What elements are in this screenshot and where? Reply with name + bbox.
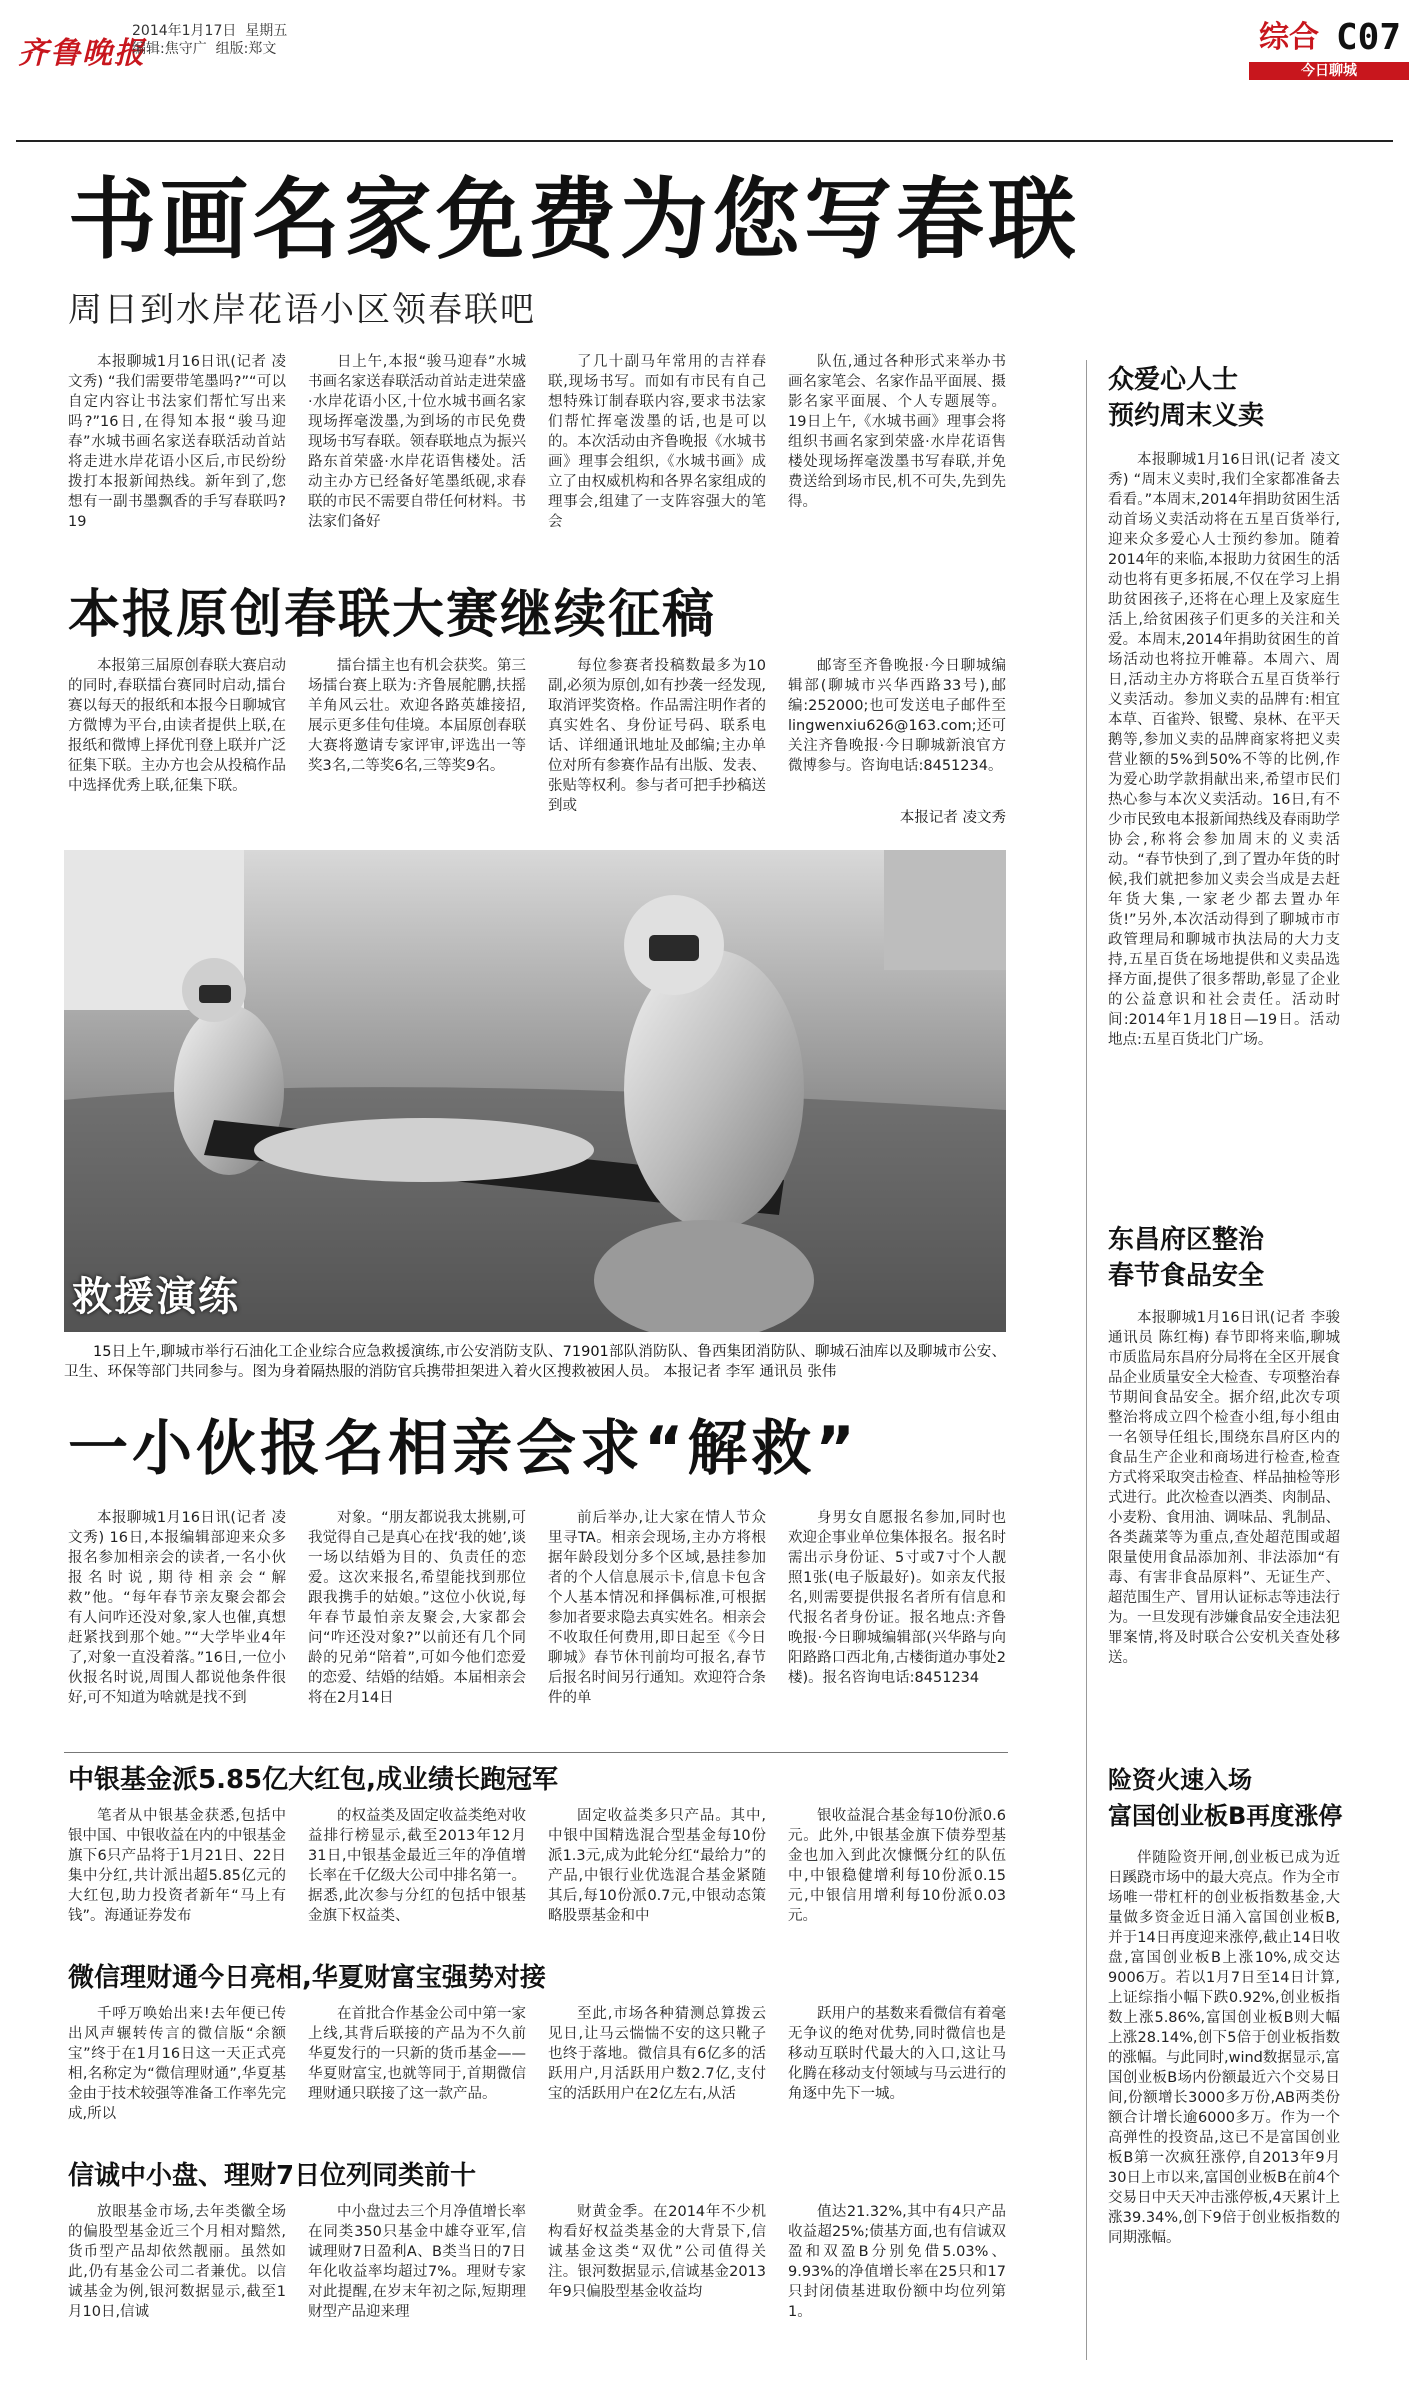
photo-illustration bbox=[64, 850, 1006, 1332]
section-name: 综合 bbox=[1259, 20, 1319, 55]
finance-rule bbox=[64, 1752, 1008, 1753]
lead-headline: 书画名家免费为您写春联 bbox=[68, 168, 1081, 271]
contest-byline: 本报记者 凌文秀 bbox=[899, 810, 1006, 826]
finance2-column-4: 跃用户的基数来看微信有着毫无争议的绝对优势,同时微信也是移动互联时代最大的入口,这让马化腾在移动支付领域与马云进行的角逐中先下一城。 bbox=[788, 2006, 1006, 2102]
finance3-column-3: 财黄金季。在2014年不少机构看好权益类基金的大背景下,信诚基金这类“双优”公司值得关注。银河数据显示,信诚基金2013年9只偏股型基金收益均 bbox=[548, 2204, 766, 2300]
finance1-column-2: 的权益类及固定收益类绝对收益排行榜显示,截至2013年12月31日,中银基金最近三年的净值增长率在千亿级大公司中排名第一。据悉,此次参与分红的包括中银基金旗下权益类、 bbox=[308, 1808, 526, 1924]
issue-weekday: 星期五 bbox=[245, 23, 288, 39]
lead-column-2: 日上午,本报“骏马迎春”水城书画名家送春联活动首站走进荣盛·水岸花语小区,十位水城书画名家现场挥毫泼墨,为到场的市民免费现场书写春联。领春联地点为振兴路东首荣盛·水岸花语售楼处。活动主办方已经备好笔墨纸砚,求春联的市民不需要自带任何材料。书法家们备好 bbox=[308, 354, 526, 530]
contest-column-3: 每位参赛者投稿数最多为10副,必须为原创,如有抄袭一经发现,取消评奖资格。作品需注明作者的真实姓名、身份证号码、联系电话、详细通讯地址及邮编;主办单位对所有参赛作品有出版、发表、张贴等权利。参与者可把手抄稿送到或 bbox=[548, 658, 766, 814]
layout-credit: 组版:郑文 bbox=[215, 41, 277, 57]
editor-credit: 编辑:焦守广 bbox=[132, 41, 207, 57]
finance2-column-2: 在首批合作基金公司中第一家上线,其背后联接的产品为不久前华夏发行的一只新的货币基金——华夏财富宝,也就等同于,首期微信理财通只联接了这一款产品。 bbox=[308, 2006, 526, 2102]
contest-headline: 本报原创春联大赛继续征稿 bbox=[68, 585, 717, 645]
dating-column-2: 对象。“朋友都说我太挑剔,可我觉得自己是真心在找‘我的她’,谈一场以结婚为目的、负责任的恋爱。这次来报名,希望能找到那位跟我携手的姑娘。”这位小伙说,每年春节最怕亲友聚会,大家都会问“咋还没对象?”以前还有几个同龄的兄弟“陪着”,可如今他们恋爱的恋爱、结婚的结婚。本届相亲会将在2月14日 bbox=[308, 1510, 526, 1706]
finance1-column-1: 笔者从中银基金获悉,包括中银中国、中银收益在内的中银基金旗下6只产品将于1月21日、22日集中分红,共计派出超5.85亿元的大红包,助力投资者新年“马上有钱”。海通证券发布 bbox=[68, 1808, 286, 1924]
lead-column-1: 本报聊城1月16日讯(记者 凌文秀) “我们需要带笔墨吗?”“可以自定内容让书法家们帮忙写出来吗?”16日,在得知本报“骏马迎春”水城书画名家送春联活动首站将走进水岸花语小区后,市民纷纷拨打本报新闻热线。新年到了,您想有一副书墨飘香的手写春联吗?19 bbox=[68, 354, 286, 530]
contest-column-2: 擂台擂主也有机会获奖。第三场擂台赛上联为:齐鲁展舵鹏,扶摇羊角风云壮。欢迎各路英雄接招,展示更多佳句佳境。本届原创春联大赛将邀请专家评审,评选出一等奖3名,二等奖6名,三等奖9名。 bbox=[308, 658, 526, 774]
side1-text: 本报聊城1月16日讯(记者 凌文秀) “周末义卖时,我们全家都准备去看看。”本周末,2014年捐助贫困生活动首场义卖活动将在五星百货举行,迎来众多爱心人士预约参加。随着2014年的来临,本报助力贫困生的活动也将有更多拓展,不仅在学习上捐助贫困孩子,还将在心理上及家庭生活上,给贫困孩子们更多的关注和关爱。本周末,2014年捐助贫困生的首场活动也将拉开帷幕。本周六、周日,活动主办方将联合五星百货举行义卖活动。参加义卖的品牌有:相宜本草、百雀羚、银鹭、泉林、在平天鹅等,参加义卖的品牌商家将把义卖营业额的5%到50%不等的比例,作为爱心助学款捐献出来,希望市民们热心参与本次义卖活动。16日,有不少市民致电本报新闻热线及春雨助学协会,称将会参加周末的义卖活动。“春节快到了,到了置办年货的时候,我们就把参加义卖会当成是去赶年货大集,一家老少都去置办年货!”另外,本次活动得到了聊城市市政管理局和聊城市执法局的大力支持,五星百货在场地提供和义卖品选择方面,提供了很多帮助,彰显了企业的公益意识和社会责任。活动时间:2014年1月18日—19日。活动地点:五星百货北门广场。 bbox=[1108, 452, 1340, 1048]
photo-caption: 15日上午,聊城市举行石油化工企业综合应急救援演练,市公安消防支队、71901部队消防队、鲁西集团消防队、聊城石油库以及聊城市公安、卫生、环保等部门共同参与。图为身着隔热服的消防官兵携带担架进入着火区搜救被困人员。 本报记者 李军 通讯员 张伟 bbox=[64, 1344, 1006, 1380]
rescue-drill-photo bbox=[64, 850, 1006, 1332]
side2-text: 本报聊城1月16日讯(记者 李骏 通讯员 陈红梅) 春节即将来临,聊城市质监局东昌府分局将在全区开展食品企业质量安全大检查、专项整治春节期间食品安全。据介绍,此次专项整治将成立四个检查小组,每小组由一名领导任组长,围绕东昌府区内的食品生产企业和商场进行检查,检查方式将采取突击检查、样品抽检等形式进行。此次检查以酒类、肉制品、小麦粉、食用油、调味品、乳制品、各类蔬菜等为重点,查处超范围或超限量使用食品添加剂、非法添加“有毒、有害非食品原料”、无证生产、超范围生产、冒用认证标志等违法行为。一旦发现有涉嫌食品安全违法犯罪案情,将及时联合公安机关查处移送。 bbox=[1108, 1310, 1340, 1666]
masthead-meta bbox=[132, 22, 287, 58]
finance1-headline: 中银基金派5.85亿大红包,成业绩长跑冠军 bbox=[68, 1765, 559, 1795]
newspaper-logo: 齐鲁晚报 bbox=[18, 36, 146, 71]
finance3-column-4: 值达21.32%,其中有4只产品收益超25%;债基方面,也有信诚双盈和双盈B分别免借5.03%、9.93%的净值增长率在25只和17只封闭债基进取份额中均位列第1。 bbox=[788, 2204, 1006, 2320]
section-header bbox=[1249, 18, 1409, 78]
finance1-column-4: 银收益混合基金每10份派0.6元。此外,中银基金旗下债券型基金也加入到此次慷慨分红的队伍中,中银稳健增利每10份派0.15元,中银信用增利每10份派0.03元。 bbox=[788, 1808, 1006, 1924]
finance1-column-3: 固定收益类多只产品。其中,中银中国精选混合型基金每10份派1.3元,成为此轮分红“最给力”的产品,中银行业优选混合基金紧随其后,每10份派0.7元,中银动态策略股票基金和中 bbox=[548, 1808, 766, 1924]
finance3-column-1: 放眼基金市场,去年类徽全场的偏股型基金近三个月相对黯然,货币型产品却依然靓丽。虽然如此,仍有基金公司二者兼优。以信诚基金为例,银河数据显示,截至1月10日,信诚 bbox=[68, 2204, 286, 2320]
finance3-headline: 信诚中小盘、理财7日位列同类前十 bbox=[68, 2161, 477, 2191]
finance2-headline: 微信理财通今日亮相,华夏财富宝强势对接 bbox=[68, 1963, 546, 1993]
issue-date: 2014年1月17日 bbox=[132, 23, 237, 39]
contest-column-4: 邮寄至齐鲁晚报·今日聊城编辑部(聊城市兴华西路33号),邮编:252000;也可发送电子邮件至lingwenxiu626@163.com;还可关注齐鲁晚报·今日聊城新浪官方微博参与。咨询电话:8451234。 bbox=[788, 658, 1006, 774]
page-number: C07 bbox=[1335, 17, 1401, 58]
side1-headline: 众爱心人士 预约周末义卖 bbox=[1108, 365, 1265, 431]
side3-headline: 险资火速入场 富国创业板B再度涨停 bbox=[1108, 1766, 1343, 1830]
lead-column-3: 了几十副马年常用的吉祥春联,现场书写。而如有市民有自己想特殊订制春联内容,要求书法家们帮忙挥毫泼墨的话,也是可以的。本次活动由齐鲁晚报《水城书画》理事会组织,《水城书画》成立了由权威机构和各界名家组成的理事会,组建了一支阵容强大的笔会 bbox=[548, 354, 766, 530]
dating-headline: 一小伙报名相亲会求“解救” bbox=[68, 1414, 859, 1484]
dating-column-3: 前后举办,让大家在情人节众里寻TA。相亲会现场,主办方将根据年龄段划分多个区域,悬挂参加者的个人信息展示卡,信息卡包含个人基本情况和择偶标准,可根据参加者要求隐去真实姓名。相亲会不收取任何费用,即日起至《今日聊城》春节休刊前均可报名,春节后报名时间另行通知。欢迎符合条件的单 bbox=[548, 1510, 766, 1706]
finance2-column-3: 至此,市场各种猜测总算拨云见日,让马云惴惴不安的这只靴子也终于落地。微信具有6亿多的活跃用户,月活跃用户数2.7亿,支付宝的活跃用户在2亿左右,从活 bbox=[548, 2006, 766, 2102]
dating-column-4: 身男女自愿报名参加,同时也欢迎企事业单位集体报名。报名时需出示身份证、5寸或7寸个人靓照1张(电子版最好)。如亲友代报名,则需要提供报名者所有信息和代报名者身份证。报名地点:齐鲁晚报·今日聊城编辑部(兴华路与向阳路路口西北角,古楼街道办事处2楼)。报名咨询电话:8451234 bbox=[788, 1510, 1006, 1686]
finance3-column-2: 中小盘过去三个月净值增长率在同类350只基金中雄夺亚军,信诚理财7日盈利A、B类当日的7日年化收益率均超过7%。理财专家对此提醒,在岁末年初之际,短期理财型产品迎来理 bbox=[308, 2204, 526, 2320]
lead-subhead: 周日到水岸花语小区领春联吧 bbox=[68, 290, 536, 330]
side3-text: 伴随险资开闸,创业板已成为近日蹊跷市场中的最大亮点。作为全市场唯一带杠杆的创业板指数基金,大量做多资金近日涌入富国创业板B,并于14日再度迎来涨停,截止14日收盘,富国创业板B上涨10%,成交达9006万。若以1月7日至14日计算,上证综指小幅下跌0.92%,创业板指数上涨5.86%,富国创业板B则大幅上涨28.14%,创下5倍于创业板指数的涨幅。与此同时,wind数据显示,富国创业板B场内份额最近六个交易日间,份额增长3000多万份,AB两类份额合计增长逾6000多万。作为一个高弹性的投资品,这已不是富国创业板B第一次疯狂涨停,自2013年9月30日上市以来,富国创业板B在前4个交易日中天天冲击涨停板,4天累计上涨39.34%,创下9倍于创业板指数的同期涨幅。 bbox=[1108, 1850, 1340, 2246]
sub-section-tab: 今日聊城 bbox=[1249, 62, 1409, 80]
contest-column-1: 本报第三届原创春联大赛启动的同时,春联擂台赛同时启动,擂台赛以每天的报纸和本报今日聊城官方微博为平台,由读者提供上联,在报纸和微博上择优刊登上联并广泛征集下联。主办方也会从投稿作品中选择优秀上联,征集下联。 bbox=[68, 658, 286, 794]
dating-column-1: 本报聊城1月16日讯(记者 凌文秀) 16日,本报编辑部迎来众多报名参加相亲会的读者,一名小伙报名时说,期待相亲会“解救”他。“每年春节亲友聚会都会有人问咋还没对象,家人也催,真想赶紧找到那个她。”“大学毕业4年了,对象一直没着落。”16日,一位小伙报名时说,周围人都说他条件很好,可不知道为啥就是找不到 bbox=[68, 1510, 286, 1706]
photo-title: 救援演练 bbox=[72, 1274, 240, 1320]
top-rule bbox=[16, 140, 1393, 142]
lead-column-4: 队伍,通过各种形式来举办书画名家笔会、名家作品平面展、摄影名家平面展、个人专题展等。19日上午,《水城书画》理事会将组织书画名家到荣盛·水岸花语售楼处现场挥毫泼墨书写春联,并免费送给到场市民,机不可失,先到先得。 bbox=[788, 354, 1006, 510]
finance2-column-1: 千呼万唤始出来!去年便已传出风声辗转传言的微信版“余额宝”终于在1月16日这一天正式亮相,名称定为“微信理财通”,华夏基金由于技术较强等准备工作率先完成,所以 bbox=[68, 2006, 286, 2122]
side2-headline: 东昌府区整治 春节食品安全 bbox=[1108, 1225, 1265, 1291]
sidebar-divider bbox=[1086, 360, 1087, 2360]
